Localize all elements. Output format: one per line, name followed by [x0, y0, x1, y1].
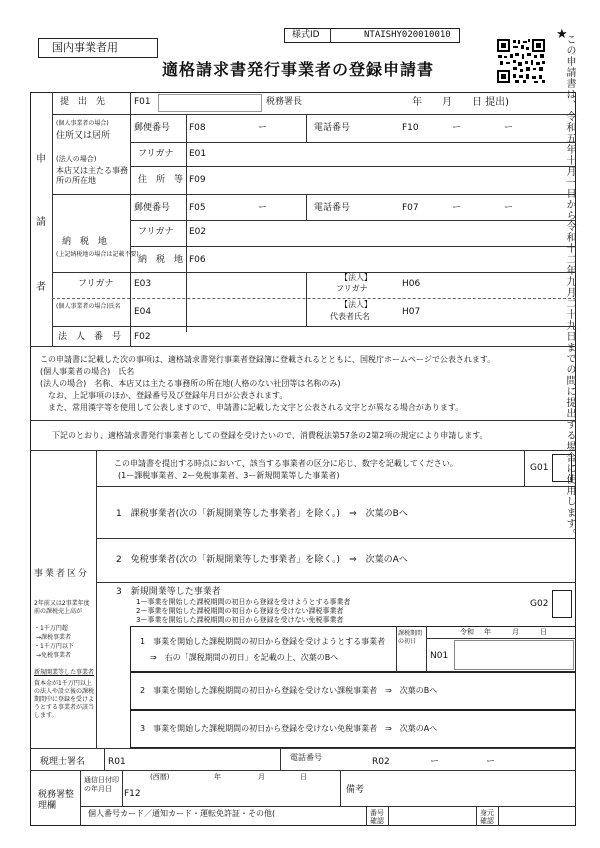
form-id: NTAISHY020010010: [364, 30, 451, 40]
tax-office-section-label: 税務署整理欄: [38, 790, 75, 811]
g02-label: G02: [530, 599, 549, 609]
name-note: (個人事業者の場合)氏名: [56, 303, 121, 310]
form-id-label: 様式ID: [292, 30, 320, 40]
submit-to-label: 提 出 先: [60, 97, 106, 107]
left-note-4: ・1千万円以下: [34, 643, 74, 650]
option-2[interactable]: 2 免税事業者(次の「新規開業等した事業者」を除く。) ⇒ 次葉のAへ: [116, 555, 408, 565]
phone-hyphen-1b: ー: [504, 123, 514, 133]
address-or-residence-label: 住所又は居所: [56, 131, 111, 141]
applicant-char-1: 申: [36, 154, 46, 165]
number-check-label: 番号確認: [370, 809, 384, 825]
sub-option-1a[interactable]: 1 事業を開始した課税期間の初日から登録を受けようとする事業者: [140, 637, 386, 646]
phone-hyphen-2a: ー: [452, 203, 462, 213]
tax-accountant-label: 税理士署名: [40, 757, 86, 767]
sub-option-2[interactable]: 2 事業を開始した課税期間の初日から登録を受けない課税事業者 ⇒ 次葉のBへ: [140, 686, 438, 695]
rep-name-label: 代表者氏名: [330, 312, 370, 321]
classification-input[interactable]: [552, 454, 572, 482]
postal-label-2: 郵便番号: [134, 203, 171, 213]
f08-label: F08: [189, 123, 206, 133]
option-3-sub-2: 2ー事業を開始した課税期間の初日から登録を受けない課税事業者: [136, 607, 344, 615]
left-note-7: 資本金が1千万円以上の法人や設立後の課税期間中に登録を受けようとする事業者が該当します。: [34, 680, 95, 719]
option-3-sub-3: 3ー事業を開始した課税期間の初日から登録を受けない免税事業者: [136, 616, 344, 624]
phone-hyphen-1a: ー: [452, 123, 462, 133]
date-col-era: 令和: [460, 628, 474, 636]
h07-label: H07: [402, 307, 421, 317]
new-business-input[interactable]: [552, 590, 572, 618]
tax-office-input[interactable]: [158, 94, 262, 112]
f10-label: F10: [402, 123, 419, 133]
e04-label: E04: [134, 307, 152, 317]
left-note-3: →課税事業者: [36, 634, 72, 641]
furigana-label-1: フリガナ: [138, 149, 174, 159]
option-1[interactable]: 1 課税事業者(次の「新規開業等した事業者」を除く。) ⇒ 次葉のBへ: [116, 509, 408, 519]
date-col-day: 日: [540, 628, 547, 636]
phone-hyphen-2b: ー: [504, 203, 514, 213]
declaration: 下記のとおり、適格請求書発行事業者としての登録を受けたいので、消費税法第57条の2第2項の規定により申請します。: [52, 431, 488, 440]
left-note-1: 2年前又は2事業年度前の課税売上高が: [34, 600, 90, 615]
applicant-char-2: 請: [36, 217, 46, 228]
comm-date-label: 通信日付印の年月日: [84, 776, 119, 793]
classification-intro-2: (1ー課税事業者、2ー免税事業者、3ー新規開業等した事業者): [118, 471, 340, 480]
r02-label: R02: [372, 757, 390, 767]
corp-label-2: 【法人】: [340, 300, 372, 309]
notice-line-3: (法人の場合) 名称、本店又は主たる事務所の所在地(人格のない社団等は名称のみ): [40, 379, 341, 388]
e01-label: E01: [189, 149, 207, 159]
e03-label: E03: [134, 279, 152, 289]
f05-label: F05: [189, 203, 206, 213]
corp-number-label: 法 人 番 号: [58, 332, 122, 342]
f07-label: F07: [402, 203, 419, 213]
phone-label-2: 電話番号: [314, 203, 351, 213]
start-date-label: 課税期間の初日: [398, 630, 423, 645]
date-col-year: 年: [484, 628, 491, 636]
ymd-day: 日: [300, 773, 307, 781]
start-date-input[interactable]: [454, 640, 574, 670]
tax-office-chief: 税務署長: [266, 97, 303, 107]
tax-place-note: (上記納税地の場合は記載不要): [56, 251, 139, 258]
applicant-char-3: 者: [36, 282, 46, 293]
qr-code-icon: [496, 38, 546, 84]
side-note: この申請書は、令和五年十月一日から令和十二年九月二十九日までの間に提出する場合に使用します。: [564, 34, 575, 540]
phone-label-1: 電話番号: [314, 123, 351, 133]
option-3-title[interactable]: 3 新規開業等した事業者: [116, 587, 221, 597]
f02-label: F02: [134, 332, 151, 342]
corp-label-1: 【法人】: [340, 273, 372, 282]
submission-date: 年 月 日 提出): [412, 97, 510, 108]
date-col-month: 月: [512, 628, 519, 636]
address-label: 住 所 等: [138, 175, 184, 185]
left-note-5: →免税事業者: [36, 652, 72, 659]
f01-label: F01: [134, 97, 151, 107]
notice-line-4: なお、上記事項のほか、登録番号及び登録年月日が公表されます。: [48, 391, 288, 400]
notice-line-2: (個人事業者の場合) 氏名: [40, 367, 135, 376]
name-furigana-label: フリガナ: [78, 279, 114, 289]
option-3-sub-1: 1ー事業を開始した課税期間の初日から登録を受けようとする事業者: [136, 598, 351, 606]
form-title: 適格請求書発行事業者の登録申請書: [162, 60, 435, 79]
identity-check-label: 身元確認: [480, 809, 494, 825]
tax-place-inner-label: 納 税 地: [138, 255, 184, 265]
rep-furigana-label: フリガナ: [336, 284, 368, 293]
id-check-label: 個人番号カード／通知カード・運転免許証・その他(: [88, 809, 276, 818]
f06-label: F06: [189, 255, 206, 265]
r01-label: R01: [108, 757, 126, 767]
n01-label: N01: [430, 651, 449, 661]
classification-intro-1: この申請書を提出する時点において、該当する事業者の区分に応じ、数字を記載してください。: [114, 459, 458, 468]
ymd-year: 年: [214, 773, 221, 781]
postal-hyphen-1: ー: [258, 123, 268, 133]
sub-option-3[interactable]: 3 事業を開始した課税期間の初日から登録を受けない免税事業者 ⇒ 次葉のAへ: [140, 724, 438, 733]
domestic-label: 国内事業者用: [52, 41, 118, 54]
notice-line-1: この申請書に記載した次の事項は、適格請求書発行事業者登録簿に登載されるとともに、国税庁ホームページで公表されます。: [40, 355, 496, 364]
notice-line-5: また、常用漢字等を使用して公表しますので、申請書に記載した文字と公表される文字とが異なる場合があります。: [48, 403, 464, 412]
h06-label: H06: [402, 279, 421, 289]
individual-note: (個人事業者の場合): [56, 120, 109, 127]
g01-label: G01: [530, 463, 549, 473]
f12-label: F12: [124, 789, 141, 799]
classification-label: 事業者区分: [34, 569, 90, 579]
sub-option-1b: ⇒ 右の「課税期間の初日」を記載の上、次葉のBへ: [150, 653, 339, 662]
footer-phone-label: 電話番号: [290, 753, 322, 762]
tax-place-label: 納 税 地: [62, 237, 108, 247]
furigana-label-2: フリガナ: [138, 227, 174, 237]
footer-hyphen-b: ー: [486, 757, 496, 767]
ymd-month: 月: [258, 773, 265, 781]
e02-label: E02: [189, 227, 207, 237]
era-label: (西暦): [150, 773, 170, 781]
left-note-2: ・1千万円超: [34, 625, 68, 632]
postal-label-1: 郵便番号: [134, 123, 171, 133]
hq-location-label: 本店又は主たる事務所の所在地: [56, 166, 128, 185]
star-icon: ★: [556, 27, 568, 42]
footer-hyphen-a: ー: [430, 757, 440, 767]
f09-label: F09: [189, 175, 206, 185]
postal-hyphen-2: ー: [258, 203, 268, 213]
remarks-label: 備考: [346, 785, 365, 795]
corporation-note: (法人の場合): [56, 155, 97, 163]
left-note-6: 新規開業等した事業者: [34, 669, 95, 676]
